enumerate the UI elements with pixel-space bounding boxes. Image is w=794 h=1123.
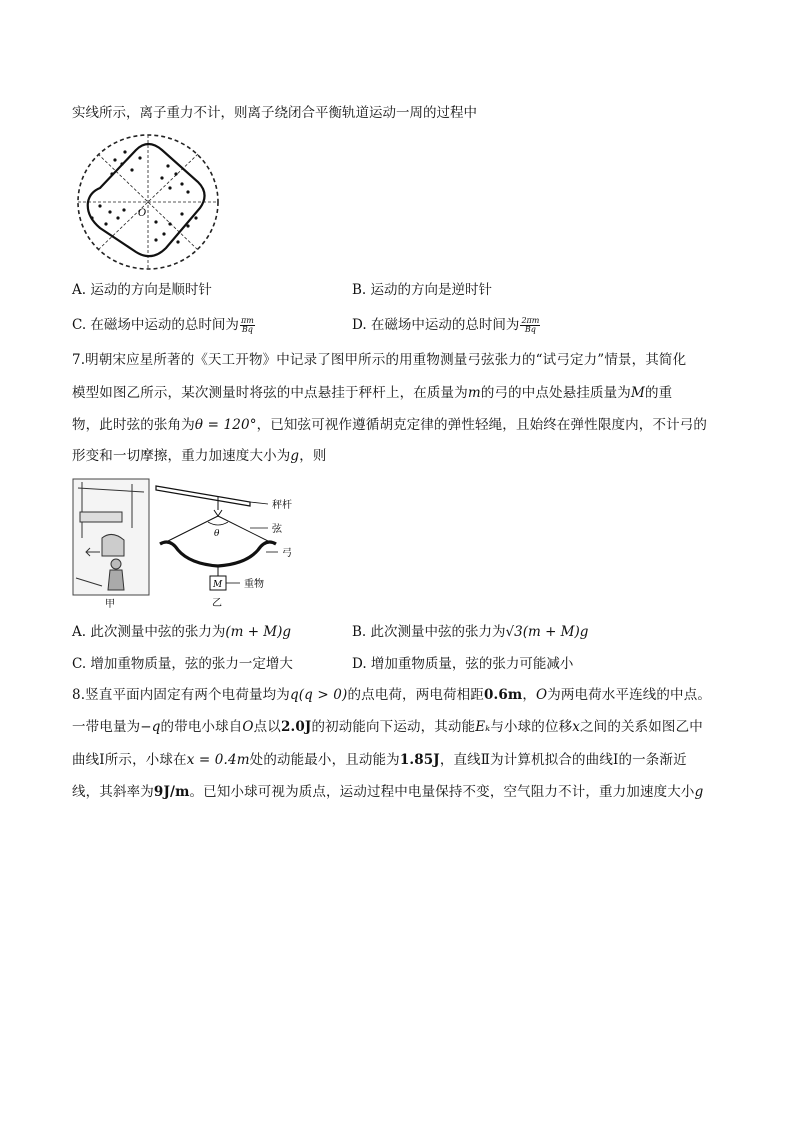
q7-option-c[interactable]: C. 增加重物质量，弦的张力一定增大 — [72, 656, 293, 672]
q6-option-c[interactable]: C. 在磁场中运动的总时间为 $\frac{\pi m}{Bq}$ — [72, 316, 254, 334]
q8-stem-line-1: 8.竖直平面内固定有两个电荷量均为q(q > 0)的点电荷，两电荷相距0.6m，O为两电荷水平连线的中点。 — [72, 687, 712, 703]
q7-label-rod: 秤杆 — [272, 500, 292, 511]
q7-label-string: 弦 — [272, 524, 282, 535]
q7-figure-yi — [150, 480, 310, 610]
q7-stem-line-2: 模型如图乙所示，某次测量时将弦的中点悬挂于秤杆上，在质量为m的弓的中点处悬挂质量为M的重 — [72, 385, 673, 401]
q7-figure-jia — [72, 478, 150, 610]
q7-stem-line-4: 形变和一切摩擦，重力加速度大小为g，则 — [72, 448, 327, 464]
q7-stem-line-3: 物，此时弦的张角为θ = 120°，已知弦可视作遵循胡克定律的弹性轻绳，且始终在弹性限度内，不计弓的 — [72, 417, 708, 433]
q8-stem-line-3: 曲线Ⅰ所示，小球在x = 0.4m处的动能最小，且动能为1.85J，直线Ⅱ为计算机拟合的曲线Ⅰ的一条渐近 — [72, 752, 687, 768]
q7-option-d[interactable]: D. 增加重物质量，弦的张力可能减小 — [352, 656, 574, 672]
q6-option-a[interactable]: A. 运动的方向是顺时针 — [72, 282, 212, 298]
q6-option-b[interactable]: B. 运动的方向是逆时针 — [352, 282, 493, 298]
q6-center-label: O — [138, 208, 147, 219]
q6-option-d[interactable]: D. 在磁场中运动的总时间为 $\frac{2\pi m}{Bq}$ — [352, 316, 540, 334]
q7-option-b[interactable]: B. 此次测量中弦的张力为√3(m + M)g — [352, 624, 589, 640]
q7-label-weight: 重物 — [244, 579, 264, 590]
q7-label-bow: 弓 — [282, 548, 292, 559]
q7-label-M: M — [213, 580, 223, 590]
q7-option-a[interactable]: A. 此次测量中弦的张力为(m + M)g — [72, 624, 292, 640]
intro-text: 实线所示，离子重力不计，则离子绕闭合平衡轨道运动一周的过程中 — [72, 105, 477, 121]
q7-label-jia: 甲 — [105, 599, 115, 610]
q8-stem-line-2: 一带电量为−q的带电小球自O点以2.0J的初动能向下运动，其动能Eₖ与小球的位移x之间的关系如图乙中 — [72, 719, 703, 735]
q6-field-diagram — [70, 130, 226, 272]
q7-stem-line-1: 7.明朝宋应星所著的《天工开物》中记录了图甲所示的用重物测量弓弦张力的“试弓定力”情景，其简化 — [72, 352, 687, 368]
q7-label-theta: θ — [214, 529, 220, 539]
q7-label-yi: 乙 — [212, 598, 222, 609]
q8-stem-line-4: 线，其斜率为9J/m。已知小球可视为质点，运动过程中电量保持不变，空气阻力不计，重力加速度大小g — [72, 784, 704, 800]
